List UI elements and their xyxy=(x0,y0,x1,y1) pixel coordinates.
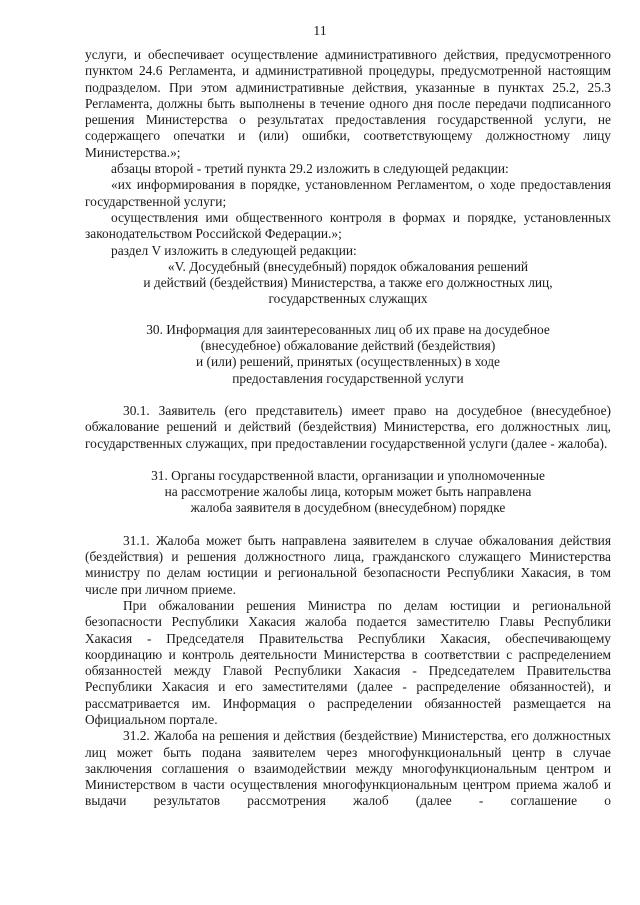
heading-line: 30. Информация для заинтересованных лиц об их праве на досудебное xyxy=(146,321,550,337)
paragraph-amendment-29-2: абзацы второй - третий пункта 29.2 изложить в следующей редакции: xyxy=(111,161,509,177)
heading-line: и (или) решений, принятых (осуществленных) в ходе xyxy=(196,354,500,370)
subsection-31-heading xyxy=(85,468,611,517)
paragraph-30-1: 30.1. Заявитель (его представитель) имеет право на досудебное (внесудебное) обжалование решений и действий (бездействия) Министерства, его должностных лиц, государственных служащих, при предоставлении государственной услуги (далее - жалоба). xyxy=(85,402,611,451)
paragraph-continuation: услуги, и обеспечивает осуществление административного действия, предусмотренного пунктом 24.6 Регламента, и административной процедуры, предусмотренной настоящим подразделом. При этом административные действия, указанные в пунктах 25.2, 25.3 Регламента, должны быть выполнены в течение одного дня после передачи подписанного решения Министерства о результатах предоставления государственной услуги, не содержащего опечатки и (или) ошибки, соответствующему должностному лицу Министерства.»; xyxy=(85,47,611,160)
section-v-heading xyxy=(85,259,611,308)
paragraph-31-1: 31.1. Жалоба может быть направлена заявителем в случае обжалования действия (бездействия) и решения должностного лица, гражданского служащего Министерства министру по делам юстиции и региональной безопасности Республики Хакасия, в том числе при личном приеме. xyxy=(85,532,611,597)
heading-line: и действий (бездействия) Министерства, а также его должностных лиц, xyxy=(143,275,553,291)
paragraph-31-2: 31.2. Жалоба на решения и действия (бездействие) Министерства, его должностных лиц может быть подана заявителем через многофункциональный центр в случае заключения соглашения о взаимодействии между многофункциональным центром и Министерством в части осуществления многофункциональным центром приема жалоб и выдачи результатов рассмотрения жалоб (далее - соглашение о xyxy=(85,728,611,809)
spacer xyxy=(85,452,611,468)
paragraph-minister-appeal: При обжаловании решения Министра по делам юстиции и региональной безопасности Республики Хакасия жалоба подается заместителю Главы Республики Хакасия - Председателя Правительства Республики Хакасия, обеспечивающему координацию и контроль деятельности Министерства в соответствии с распределением обязанностей между Главой Республики Хакасия - Председателем Правительства Республики Хакасия и его заместителями (далее - распределение обязанностей), и рассматривается им. Информация о распределении обязанностей размещается на Официальном портале. xyxy=(85,597,611,727)
paragraph-public-control: осуществления ими общественного контроля в формах и порядке, установленных законодательством Российской Федерации.»; xyxy=(85,209,611,242)
heading-line: (внесудебное) обжалование действий (бездействия) xyxy=(200,338,496,354)
heading-line: 31. Органы государственной власти, организации и уполномоченные xyxy=(151,467,545,483)
page-number: 11 xyxy=(313,24,327,39)
subsection-30-heading xyxy=(85,322,611,387)
heading-line: «V. Досудебный (внесудебный) порядок обжалования решений xyxy=(167,258,529,274)
paragraph-section-v-intro: раздел V изложить в следующей редакции: xyxy=(111,242,357,258)
spacer xyxy=(85,517,611,533)
heading-line: жалоба заявителя в досудебном (внесудебном) порядке xyxy=(190,500,506,516)
paragraph-informing: «их информирования в порядке, установленном Регламентом, о ходе предоставления государственной услуги; xyxy=(85,177,611,209)
spacer xyxy=(85,387,611,403)
document-body xyxy=(85,47,611,810)
heading-line: государственных служащих xyxy=(268,291,428,307)
heading-line: предоставления государственной услуги xyxy=(232,370,464,386)
heading-line: на рассмотрение жалобы лица, которым может быть направлена xyxy=(164,484,532,500)
